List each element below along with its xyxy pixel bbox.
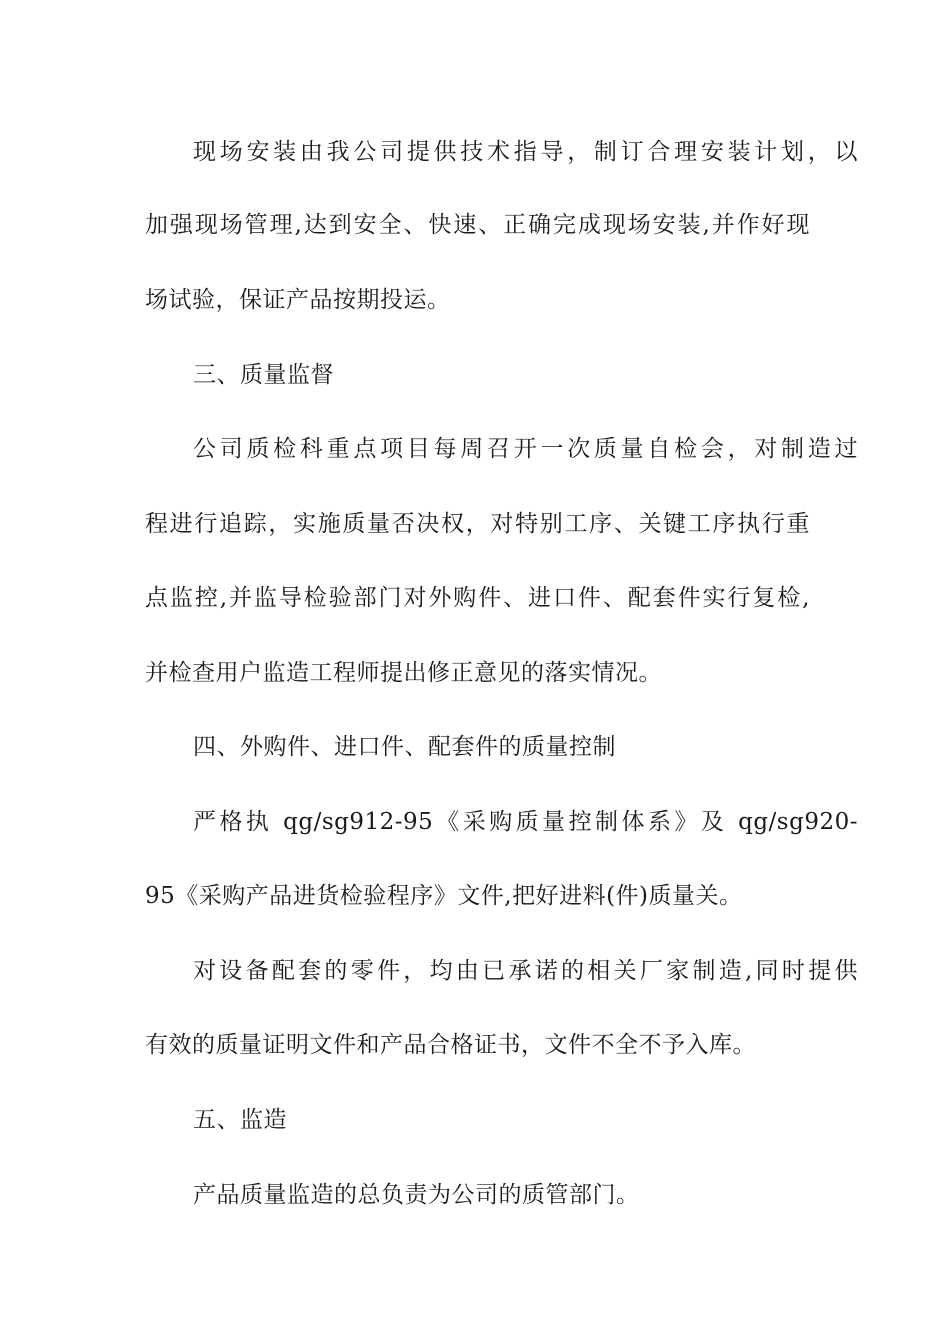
paragraph-line: 并检查用户监造工程师提出修正意见的落实情况。 — [145, 660, 662, 686]
paragraph-line: 产品质量监造的总负责为公司的质管部门。 — [193, 1182, 640, 1208]
paragraph-line: 现场安装由我公司提供技术指导，制订合理安装计划，以 — [193, 139, 858, 165]
paragraph-line: 有效的质量证明文件和产品合格证书，文件不全不予入库。 — [145, 1032, 756, 1058]
section-heading: 三、质量监督 — [193, 362, 334, 388]
paragraph-line: 公司质检科重点项目每周召开一次质量自检会，对制造过 — [193, 436, 858, 462]
paragraph-line: 程进行追踪，实施质量否决权，对特别工序、关键工序执行重 — [145, 511, 810, 537]
paragraph-line: 加强现场管理,达到安全、快速、正确完成现场安装,并作好现 — [145, 212, 810, 238]
paragraph-line: 严格执 qg/sg912-95《采购质量控制体系》及 qg/sg920- — [193, 809, 858, 835]
section-heading: 五、监造 — [193, 1107, 287, 1133]
paragraph-line: 场试验，保证产品按期投运。 — [145, 287, 451, 313]
paragraph-line: 对设备配套的零件，均由已承诺的相关厂家制造,同时提供 — [193, 958, 858, 984]
section-heading: 四、外购件、进口件、配套件的质量控制 — [193, 734, 616, 760]
paragraph-line: 点监控,并监导检验部门对外购件、进口件、配套件实行复检, — [145, 585, 810, 611]
paragraph-line: 95《采购产品进货检验程序》文件,把好进料(件)质量关。 — [145, 883, 743, 909]
